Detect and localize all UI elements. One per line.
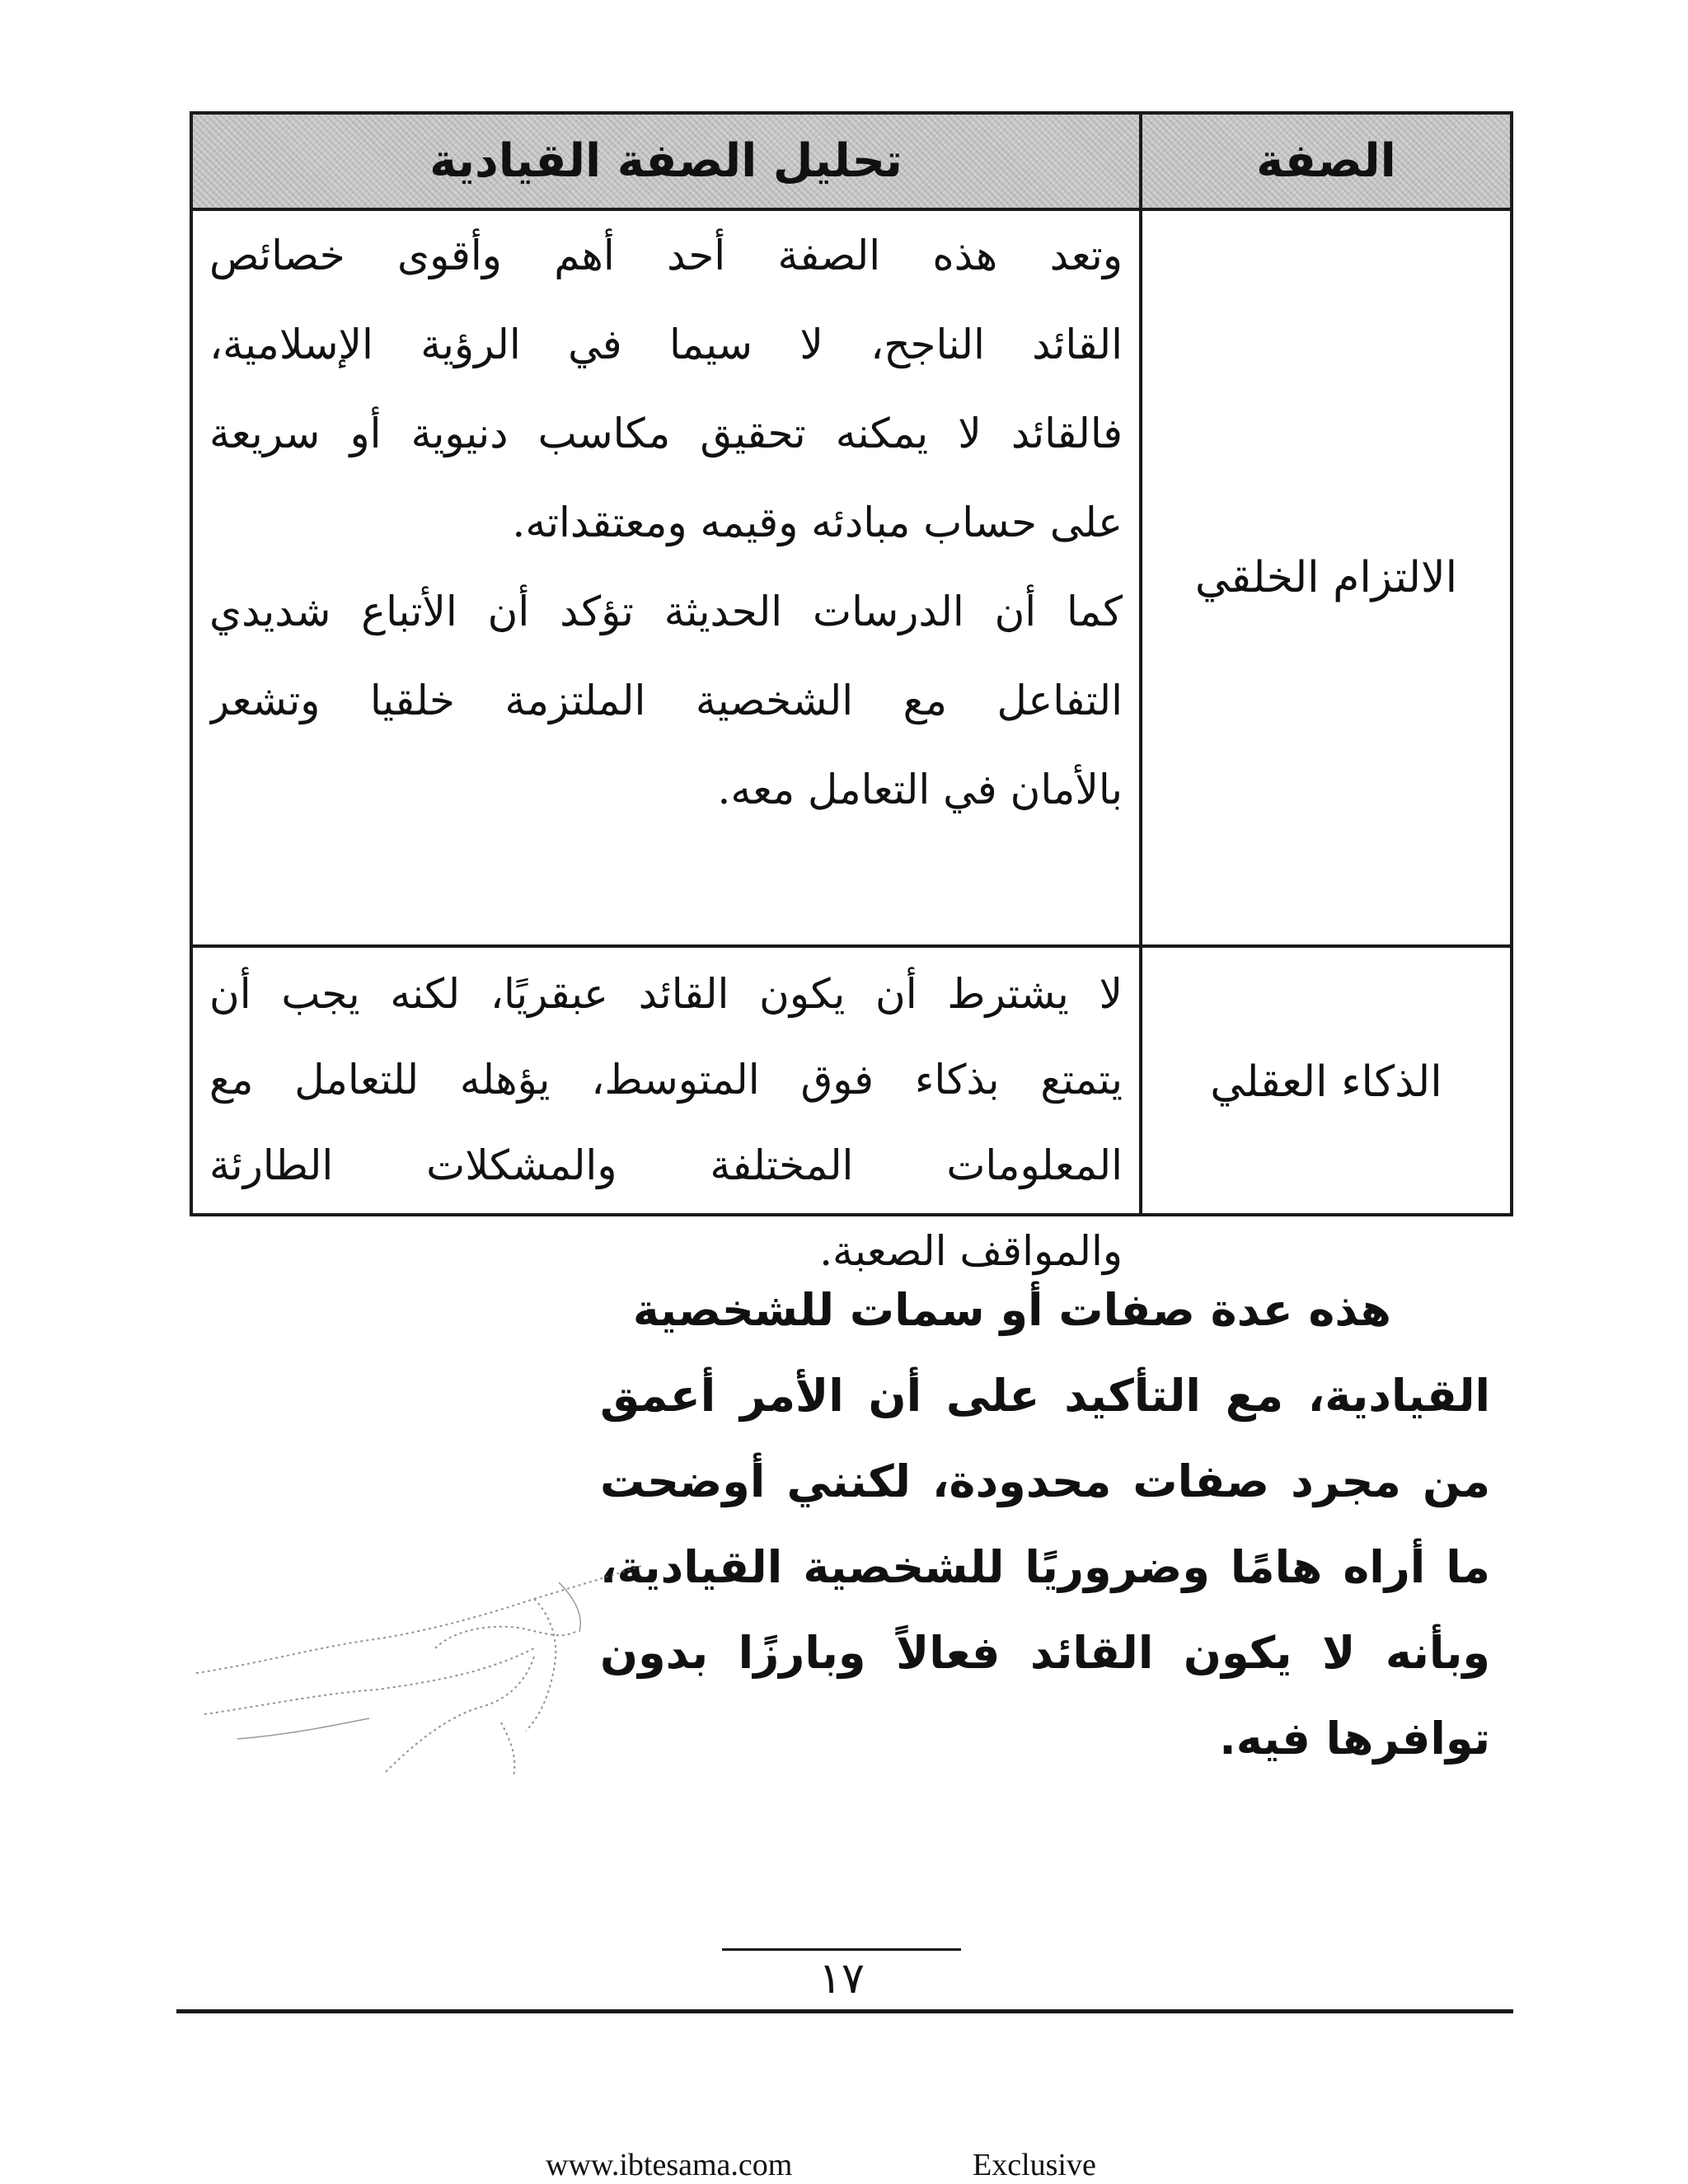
paragraph-line: وبأنه لا يكون القائد فعالاً وبارزًا بدون <box>600 1627 1490 1679</box>
analysis-line: كما أن الدرسات الحديثة تؤكد أن الأتباع شديدي <box>209 588 1123 635</box>
paragraph-line: ما أراه هامًا وضروريًا للشخصية القيادية، <box>600 1541 1490 1593</box>
column-divider <box>1139 115 1142 1213</box>
analysis-line: فالقائد لا يمكنه تحقيق مكاسب دنيوية أو سريعة <box>209 410 1123 457</box>
page-number: ١٧ <box>818 1954 865 2004</box>
paragraph-line: توافرها فيه. <box>1219 1713 1490 1765</box>
body-paragraph <box>600 1268 1490 1782</box>
footer <box>0 2147 1688 2184</box>
hand-sketch-illustration <box>188 1549 649 1797</box>
table-header-row <box>193 115 1510 211</box>
analysis-line: لا يشترط أن يكون القائد عبقريًا، لكنه يجب أن <box>209 970 1123 1018</box>
paragraph-line: هذه عدة صفات أو سمات للشخصية <box>632 1284 1391 1336</box>
header-analysis: تحليل الصفة القيادية <box>429 134 903 188</box>
footer-tag: Exclusive <box>973 2148 1096 2182</box>
trait-cell: الالتزام الخلقي <box>1194 553 1458 602</box>
analysis-line: المعلومات المختلفة والمشكلات الطارئة <box>209 1141 1123 1189</box>
paragraph-line: القيادية، مع التأكيد على أن الأمر أعمق <box>600 1370 1490 1422</box>
header-trait: الصفة <box>1256 134 1396 188</box>
analysis-line: يتمتع بذكاء فوق المتوسط، يؤهله للتعامل مع <box>209 1056 1123 1104</box>
footer-rule <box>176 2009 1513 2013</box>
analysis-line: القائد الناجح، لا سيما في الرؤية الإسلامية، <box>209 321 1123 368</box>
analysis-line: وتعد هذه الصفة أحد أهم وأقوى خصائص <box>209 232 1123 279</box>
analysis-cell <box>209 951 1123 1275</box>
table-row <box>193 951 1510 1275</box>
footer-url: www.ibtesama.com <box>546 2148 793 2182</box>
table-row <box>193 211 1510 948</box>
analysis-line: على حساب مبادئه وقيمه ومعتقداته. <box>512 499 1123 546</box>
traits-table <box>190 111 1513 1275</box>
trait-cell: الذكاء العقلي <box>1210 1057 1442 1107</box>
analysis-cell <box>209 211 1123 944</box>
analysis-line: بالأمان في التعامل معه. <box>717 766 1123 813</box>
analysis-line: والمواقف الصعبة. <box>819 1227 1123 1275</box>
analysis-line: التفاعل مع الشخصية الملتزمة خلقيا وتشعر <box>209 677 1123 724</box>
paragraph-line: من مجرد صفات محدودة، لكنني أوضحت <box>600 1455 1490 1507</box>
